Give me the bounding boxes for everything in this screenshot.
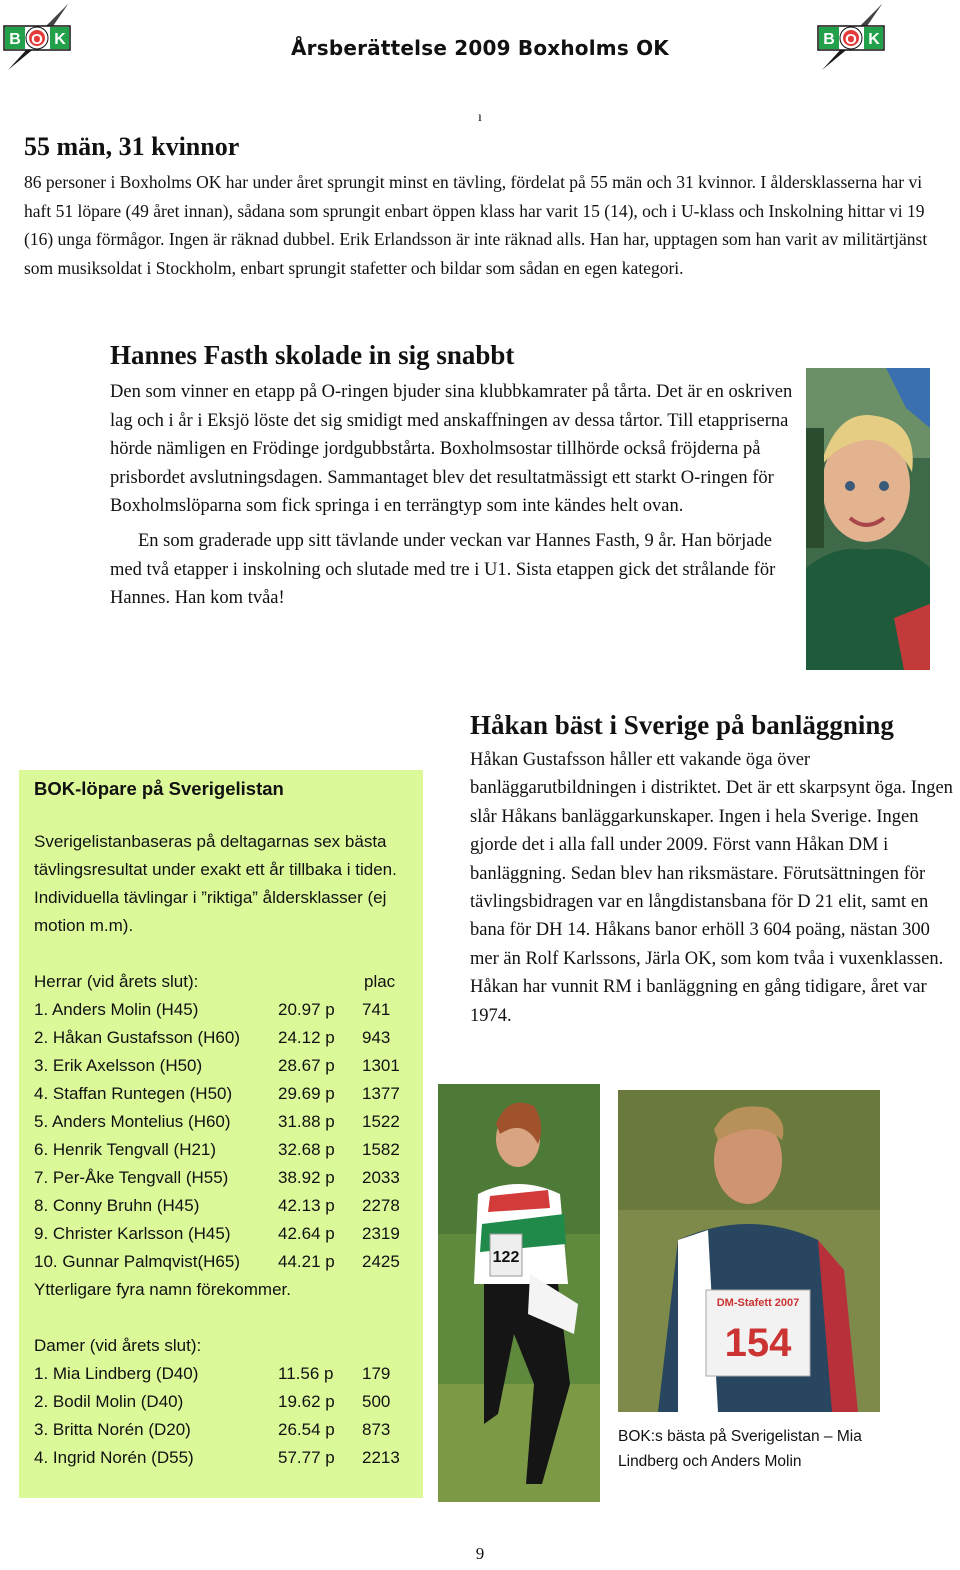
men-header-row (34, 968, 414, 996)
ranking-row (34, 1360, 414, 1388)
svg-text:O: O (31, 31, 43, 48)
women-header-row (34, 1332, 414, 1360)
paragraph: Den som vinner en etapp på O-ringen bjuder sina klubbkamrater på tårta. Det är en oskriven lag och i år i Eksjö löste det sig smidigt med anskaffningen av dessa tårtor. Till etappriserna hörde nämligen en Frödinge jordgubbstårta. Boxholmsostar tillhörde också fröjderna på prisbordet avslutningsdagen. Sammantaget blev det resultatmässigt ett starkt O-ringen för Boxholmslöparna som fick springa i en terrängtyp som inte kändes helt ovan. (110, 382, 793, 517)
runner-points: 42.64 p (278, 1224, 335, 1243)
runner-name: 1. Mia Lindberg (D40) (34, 1364, 199, 1383)
ranking-row (34, 996, 414, 1024)
runner-place: 179 (362, 1364, 391, 1383)
ranking-row (34, 1388, 414, 1416)
ranking-row (34, 1080, 414, 1108)
runner-place: 1377 (362, 1084, 400, 1103)
runner-name: 4. Staffan Runtegen (H50) (34, 1084, 233, 1103)
paragraph: En som graderade upp sitt tävlande under veckan var Hannes Fasth, 9 år. Han började med två etapper i inskolning och slutade med tre i U1. Sista etappen gick det strålande för Hannes. Han kom tvåa! (110, 530, 776, 609)
runner-place: 2425 (362, 1252, 400, 1271)
ranking-row (34, 1416, 414, 1444)
runner-place: 2319 (362, 1224, 400, 1243)
runner-place: 2213 (362, 1448, 400, 1467)
photo-hannes (806, 368, 930, 670)
svg-text:K: K (868, 31, 880, 48)
runner-place: 741 (362, 1000, 391, 1019)
runner-points: 19.62 p (278, 1392, 335, 1411)
runner-name: 3. Erik Axelsson (H50) (34, 1056, 203, 1075)
box-intro: Sverigelistanbaseras på deltagarnas sex bästa tävlingsresultat under exakt ett år tillbaka i tiden. Individuella tävlingar i ”riktiga” åldersklasser (ej motion m.m). (34, 832, 397, 935)
header-title: Årsberättelse 2009 Boxholms OK (290, 36, 669, 60)
runner-place: 2033 (362, 1168, 400, 1187)
ranking-row (34, 1192, 414, 1220)
runner-name: 1. Anders Molin (H45) (34, 1000, 199, 1019)
section-heading: Håkan bäst i Sverige på banläggning (470, 710, 894, 740)
ranking-row (34, 1220, 414, 1248)
runner-name: 5. Anders Montelius (H60) (34, 1112, 231, 1131)
women-header: Damer (vid årets slut): (34, 1336, 202, 1355)
article-body (110, 378, 800, 613)
ranking-row (34, 1024, 414, 1052)
photo-caption: BOK:s bästa på Sverigelistan – Mia Lindberg och Anders Molin (618, 1428, 862, 1470)
runner-points: 29.69 p (278, 1084, 335, 1103)
runner-points: 24.12 p (278, 1028, 335, 1047)
page-number: 9 (475, 1544, 485, 1563)
section-heading: 55 män, 31 kvinnor (24, 132, 240, 161)
sverigelistan-box (19, 770, 423, 1498)
box-title: BOK-löpare på Sverigelistan (34, 778, 284, 799)
ranking-row (34, 1108, 414, 1136)
runner-place: 500 (362, 1392, 391, 1411)
svg-text:O: O (845, 31, 857, 48)
runner-points: 20.97 p (278, 1000, 335, 1019)
photo-anders-molin (618, 1090, 880, 1412)
svg-text:154: 154 (724, 1321, 792, 1365)
svg-text:DM-Stafett 2007: DM-Stafett 2007 (716, 1297, 800, 1309)
bok-logo (816, 2, 888, 74)
runner-name: 4. Ingrid Norén (D55) (34, 1448, 194, 1467)
men-header: Herrar (vid årets slut): (34, 972, 199, 991)
runner-points: 32.68 p (278, 1140, 335, 1159)
ranking-row (34, 1052, 414, 1080)
svg-text:K: K (54, 31, 66, 48)
runner-name: 2. Bodil Molin (D40) (34, 1392, 184, 1411)
runner-place: 1301 (362, 1056, 400, 1075)
note-text: Ytterligare fyra namn förekommer. (34, 1280, 291, 1299)
runner-points: 42.13 p (278, 1196, 335, 1215)
runner-points: 57.77 p (278, 1448, 335, 1467)
svg-text:B: B (823, 31, 835, 48)
ranking-row (34, 1136, 414, 1164)
men-note (34, 1276, 414, 1304)
runner-place: 943 (362, 1028, 391, 1047)
ranking-row (34, 1164, 414, 1192)
runner-points: 11.56 p (278, 1364, 334, 1383)
runner-points: 31.88 p (278, 1112, 335, 1131)
runner-points: 26.54 p (278, 1420, 335, 1439)
section-body: Håkan Gustafsson håller ett vakande öga över banläggarutbildningen i distriktet. Det är ett skarpsynt öga. Ingen slår Håkans banläggarkunskaper. Ingen i hela Sverige. Ingen gjorde det i alla fall under 2009. Först vann Håkan DM i banläggning. Sedan blev han riksmästare. Förutsättningen för tävlingsbidragen var en långdistansbana för D 21 elit, samt en bana för DH 14. Håkans banor erhöll 3 604 poäng, nästan 300 mer än Rolf Karlssons, Järla OK, som kom tvåa i vuxenklassen. Håkan har vunnit RM i banläggning en gång tidigare, året var 1974. (470, 750, 953, 1026)
runner-name: 6. Henrik Tengvall (H21) (34, 1140, 217, 1159)
stray-mark: ı (478, 110, 482, 125)
section-heading: Hannes Fasth skolade in sig snabbt (110, 340, 515, 370)
runner-place: 1522 (362, 1112, 400, 1131)
ranking-row (34, 1444, 414, 1472)
section-body: 86 personer i Boxholms OK har under året sprungit minst en tävling, fördelat på 55 män och 31 kvinnor. I åldersklasserna har vi haft 51 löpare (49 året innan), sådana som sprungit enbart öppen klass har varit 15 (14), och i U-klass och Inskolning hittar vi 19 (16) unga förmågor. Ingen är räknad dubbel. Erik Erlandsson är inte räknad alls. Han har, upptagen som han varit av militärtjänst som musiksoldat i Stockholm, enbart sprungit stafetter och bildar som sådan en egen kategori. (24, 172, 928, 278)
runner-name: 7. Per-Åke Tengvall (H55) (34, 1168, 229, 1187)
runner-name: 9. Christer Karlsson (H45) (34, 1224, 231, 1243)
runner-points: 38.92 p (278, 1168, 335, 1187)
ranking-row (34, 1248, 414, 1276)
svg-text:B: B (9, 31, 21, 48)
runner-name: 2. Håkan Gustafsson (H60) (34, 1028, 240, 1047)
photo-mia-lindberg (438, 1084, 600, 1502)
runner-place: 1582 (362, 1140, 400, 1159)
runner-name: 3. Britta Norén (D20) (34, 1420, 191, 1439)
runner-place: 873 (362, 1420, 391, 1439)
runner-points: 44.21 p (278, 1252, 335, 1271)
runner-name: 10. Gunnar Palmqvist(H65) (34, 1252, 240, 1271)
plac-label: plac (364, 972, 396, 991)
runner-name: 8. Conny Bruhn (H45) (34, 1196, 200, 1215)
runner-place: 2278 (362, 1196, 400, 1215)
runner-points: 28.67 p (278, 1056, 335, 1075)
svg-text:122: 122 (492, 1249, 520, 1266)
